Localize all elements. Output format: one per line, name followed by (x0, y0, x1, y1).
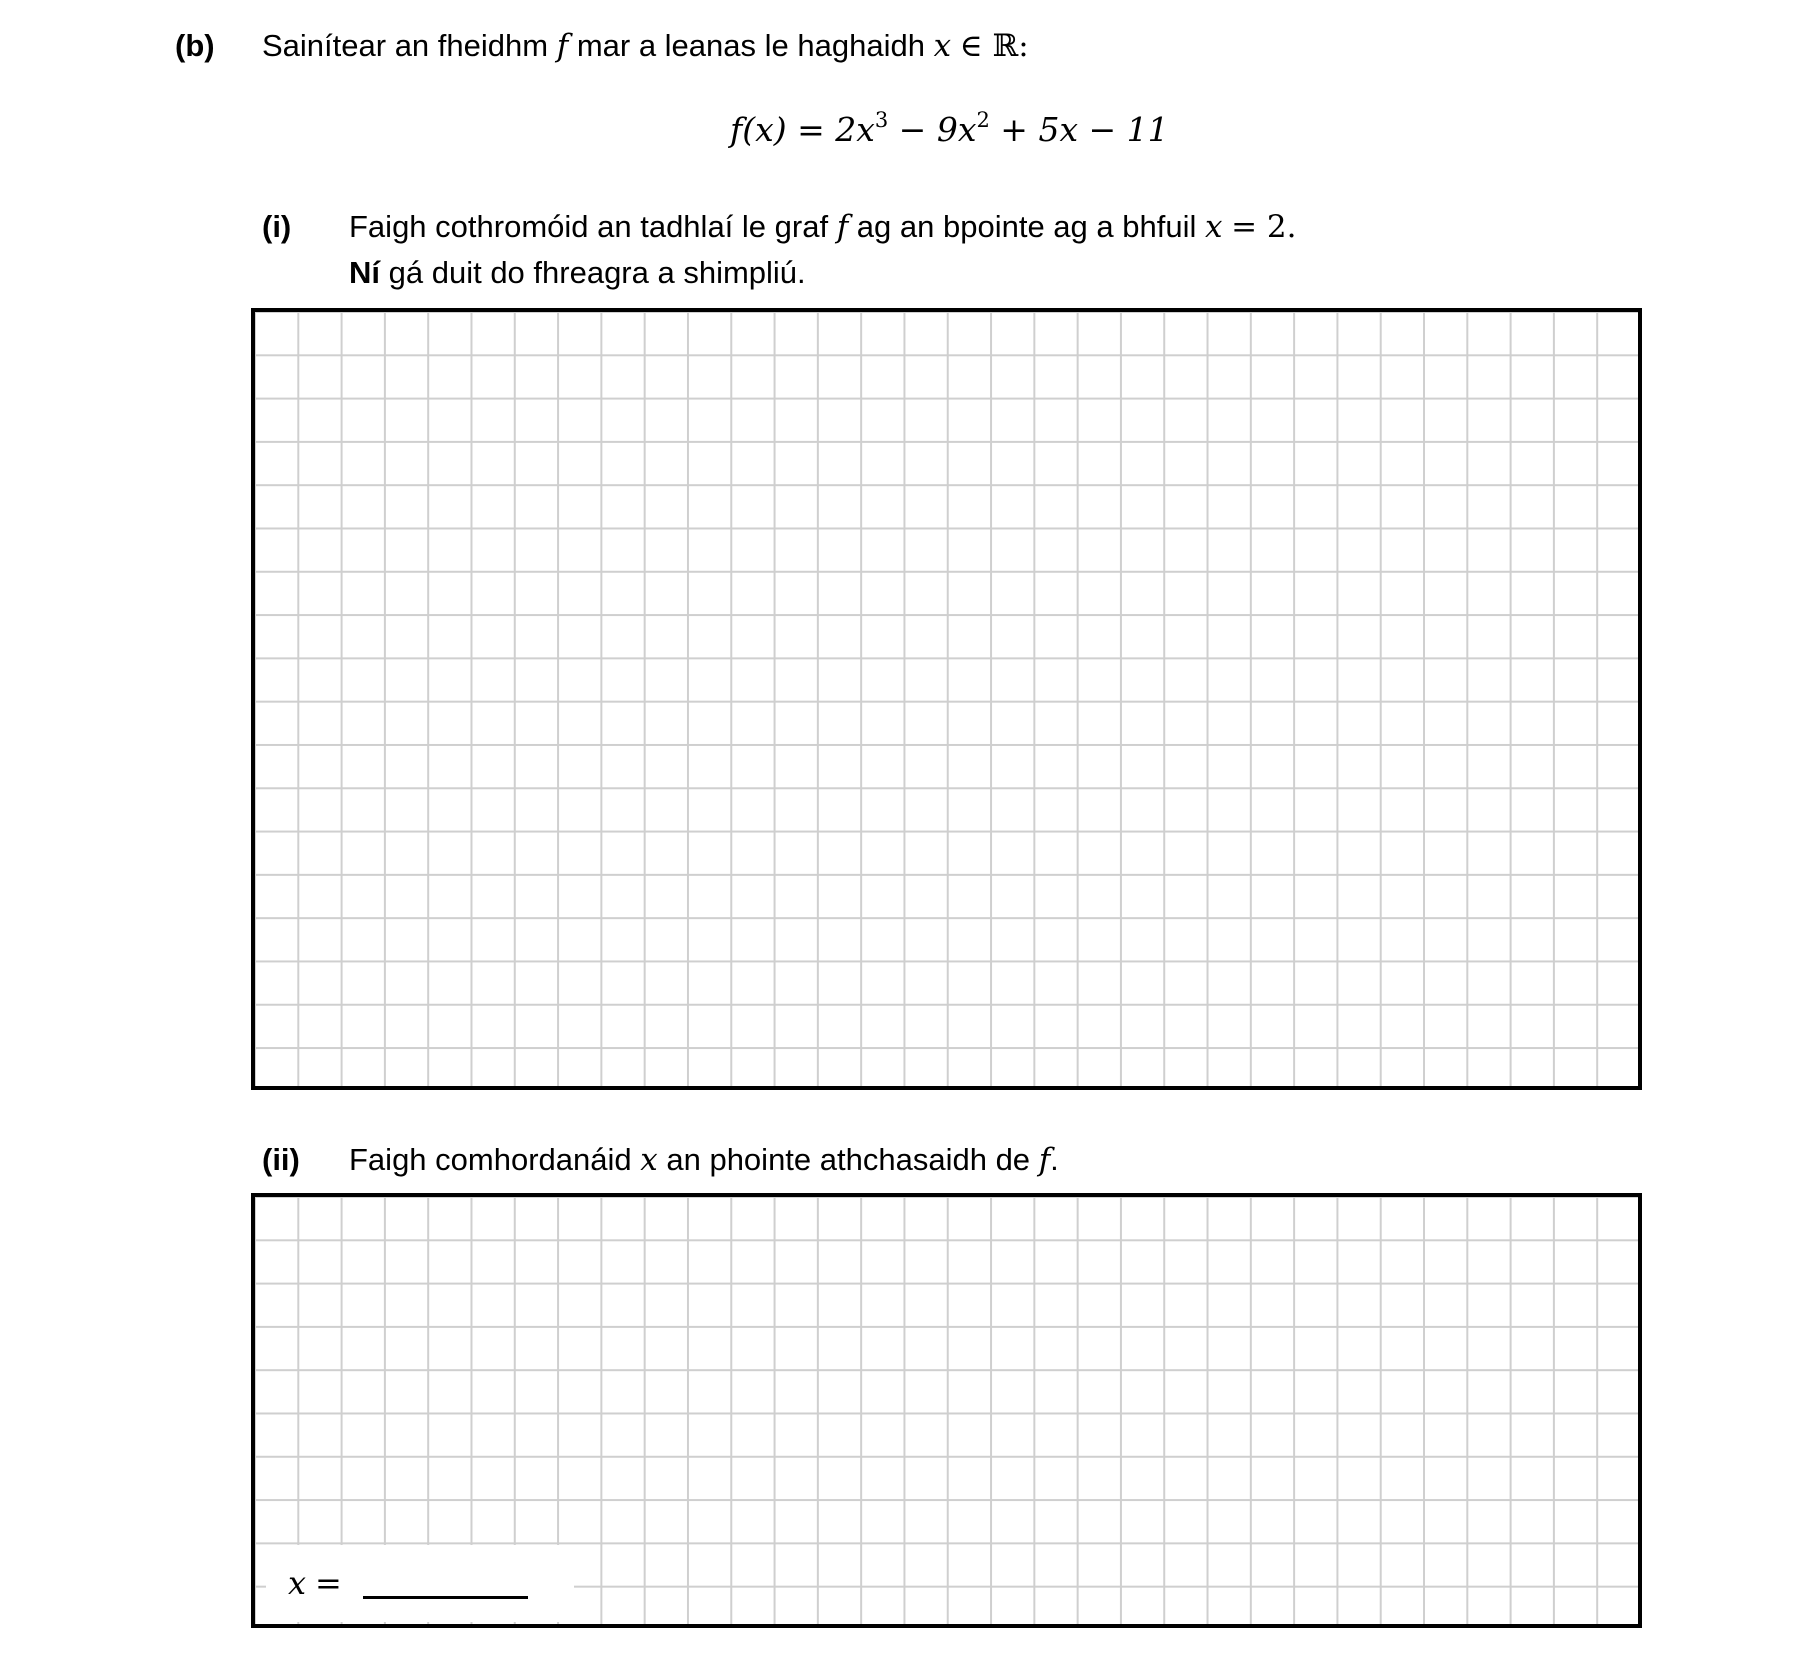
domain-var: x (933, 28, 952, 64)
intro-text-2: mar a leanas le haghaidh (576, 28, 925, 63)
intro-text: Sainítear an fheidhm (262, 28, 549, 63)
emphasis-ni: Ní (349, 255, 380, 290)
var-x: x (1204, 209, 1223, 245)
func-symbol: f (556, 28, 569, 64)
part-i-label: (i) (262, 209, 292, 244)
func-symbol: f (1038, 1142, 1051, 1178)
question-text: Faigh comhordanáid (349, 1142, 632, 1177)
part-i-question-line1 (349, 211, 1297, 243)
question-text: an phointe athchasaidh de (666, 1142, 1031, 1177)
answer-equals: = (314, 1564, 342, 1602)
instruction-text: gá duit do fhreagra a shimpliú. (388, 255, 806, 290)
period: . (1050, 1142, 1059, 1177)
question-text: Faigh cothromóid an tadhlaí le graf (349, 209, 829, 244)
part-ii-label: (ii) (262, 1142, 300, 1177)
answer-blank-line[interactable] (363, 1570, 528, 1599)
equation-mid: − 9x (888, 110, 977, 149)
func-symbol: f (836, 209, 849, 245)
part-i-question-line2 (349, 257, 806, 288)
question-text: ag an bpointe ag a bhfuil (856, 209, 1197, 244)
equation-rhs: + 5x − 11 (989, 110, 1169, 149)
value-2: = 2. (1231, 209, 1297, 245)
part-b-label: (b) (175, 28, 215, 63)
equation-lhs: f(x) = 2x (730, 110, 875, 149)
part-ii-question (349, 1144, 1059, 1176)
exponent-2: 2 (976, 108, 990, 132)
exponent-3: 3 (874, 108, 889, 132)
domain-set: ∈ ℝ: (959, 28, 1029, 64)
var-x: x (640, 1142, 658, 1178)
answer-grid-box-i[interactable] (251, 308, 1642, 1090)
function-equation (730, 108, 1169, 149)
answer-var-x: x (288, 1564, 307, 1602)
answer-prefix (288, 1564, 342, 1602)
part-b-intro (262, 30, 1029, 62)
